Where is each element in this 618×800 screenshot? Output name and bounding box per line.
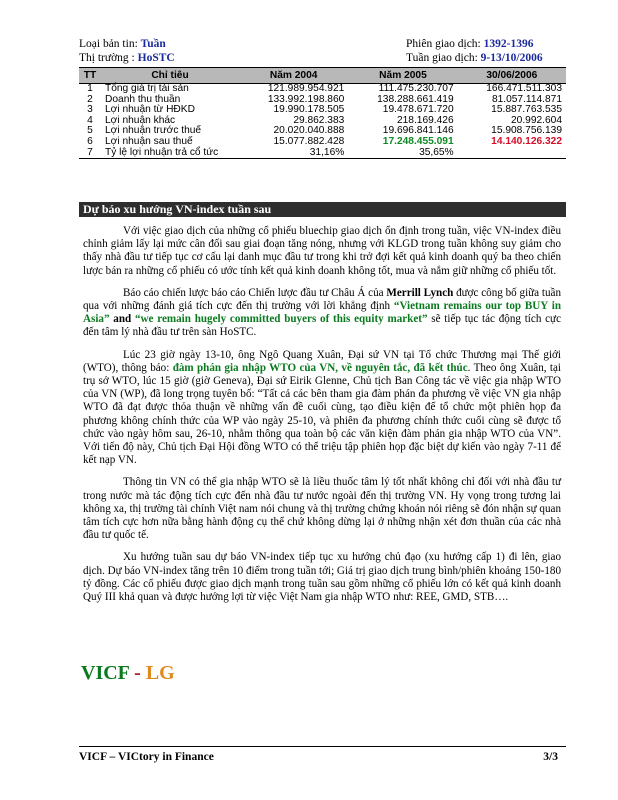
cell-2005-highlight: 17.248.455.091 <box>382 135 454 147</box>
report-type-value: Tuần <box>140 38 166 50</box>
cell-2006: 15.908.756.139 <box>491 125 562 137</box>
paragraph-5: Xu hướng tuần sau dự báo VN-index tiếp tục xu hướng chủ đạo (xu hướng cấp 1) đi lên, giao dịch. Dự báo VN-index tăng trên 10 điểm trong tuần tới; Giá trị giao dịch trung bình/phiên khoảng 150-180 tỷ đồng. Các cổ phiếu được giao dịch mạnh trong tuần sau gồm những cổ phiếu lớn có kết quả kinh doanh Quý III khả quan và được hưởng lợi từ việc Việt Nam gia nhập WTO như: REE, GMD, STB…. <box>83 551 561 604</box>
col-header-tt: TT <box>79 68 101 84</box>
cell-2004: 19.990.178.505 <box>273 104 345 116</box>
p2-merrill-lynch: Merrill Lynch <box>386 286 454 299</box>
cell-indicator: Tỷ lệ lợi nhuận trả cổ tức <box>101 148 239 159</box>
cell-tt: 2 <box>87 93 93 105</box>
table-row <box>79 84 566 95</box>
logo-dash: - <box>129 662 146 684</box>
col-header-2004: Năm 2004 <box>239 68 348 84</box>
cell-2006-highlight: 14.140.126.322 <box>491 135 562 147</box>
session-value: 1392-1396 <box>483 38 534 50</box>
cell-2004: 133.992.198.860 <box>267 93 345 105</box>
session-info <box>406 37 533 51</box>
cell-indicator: Doanh thu thuần <box>105 93 181 105</box>
cell-tt: 3 <box>87 104 93 116</box>
week-value: 9-13/10/2006 <box>480 52 543 64</box>
cell-2006: 166.471.511.303 <box>486 83 562 94</box>
cell-2005: 19.696.841.146 <box>382 125 454 137</box>
cell-2005: 35,65% <box>348 148 457 159</box>
cell-2005: 19.478.671.720 <box>382 104 454 116</box>
cell-tt: 6 <box>87 135 93 147</box>
week-label: Tuần giao dịch: <box>406 52 478 64</box>
p2-and: and <box>109 313 135 326</box>
page-number: 3/3 <box>543 751 558 763</box>
cell-2004: 20.020.040.888 <box>273 125 345 137</box>
market-label: Thị trường : <box>79 52 135 64</box>
market-value: HoSTC <box>137 52 175 64</box>
cell-2004: 29.862.383 <box>293 114 345 126</box>
cell-2006: 81.057.114.871 <box>491 93 562 105</box>
p2-text-g: sẽ tiếp tục tác động tích cực đến tâm lý nhà đầu tư trên sàn HoSTC. <box>83 313 561 339</box>
paragraph-3 <box>83 349 561 468</box>
financial-table <box>79 67 566 159</box>
cell-indicator: Lợi nhuận khác <box>105 114 176 126</box>
cell-2005: 111.475.230.707 <box>378 83 454 94</box>
header-line-2 <box>79 51 566 65</box>
header-line-1 <box>79 37 566 51</box>
cell-tt: 1 <box>87 83 93 94</box>
col-header-indicator: Chỉ tiêu <box>101 68 239 84</box>
p2-text-c: được công bố giữa tuần qua với những đánh giá tích cực đến thị trường với lời khẳng định <box>83 286 561 313</box>
cell-tt: 7 <box>79 148 101 159</box>
table-row <box>79 137 566 148</box>
cell-indicator: Lợi nhuận từ HĐKD <box>105 104 195 116</box>
p2-text-a: Báo cáo chiến lược báo cáo Chiến lược đầu tư Châu Á của <box>123 286 387 299</box>
table-row <box>79 148 566 159</box>
paragraph-2 <box>83 287 561 340</box>
logo-vicf: VICF <box>81 662 130 684</box>
logo-lg: LG <box>145 662 175 684</box>
paragraph-1: Với việc giao dịch của những cổ phiếu bluechip giao dịch ổn định trong tuần, việc VN-index điều chỉnh giảm lấy lại mức cân đối sau giai đoạn tăng nóng, nhưng với KLGD trong tuần không suy giảm cho thấy nhà đầu tư tiếp tục cơ cấu lại danh mục đầu tư trong khi trở đợi kết quả kinh doanh quý ba theo chiến lược bán ra những cổ phiếu có ước tính kết quả kinh doanh không tốt, mua và nắm giữ những cổ phiếu tốt. <box>83 225 561 277</box>
cell-2004: 31,16% <box>239 148 348 159</box>
cell-2006 <box>458 148 566 159</box>
section-title: Dự báo xu hướng VN-index tuần sau <box>79 202 566 217</box>
report-type-label: Loại bản tin: <box>79 38 138 50</box>
cell-2004: 121.989.954.921 <box>267 83 345 94</box>
cell-2005: 138.288.661.419 <box>377 93 454 105</box>
p3-text-c: . Theo ông Xuân, tại trụ sở WTO, lúc 15 giờ (giờ Geneva), Đại sứ Eirik Glenne, Chủ tịch Ban Công tác về việc gia nhập WTO của VN (WP), đã long trọng tuyên bố: “Tất cả các bên tham gia đàm phán đa phương về việc VN gia nhập WTO đã đạt được thỏa thuận về những vấn đề cuối cùng, tạo điều kiện để tổ chức một phiên họp đa phương không chính thức của WP vào ngày 25-10, và phiên đa phương chính thức cuối cùng sẽ được tổ chức vào ngày hôm sau, 26-10, nhằm thông qua toàn bộ các văn kiện đàm phán gia nhập WTO của VN”. Với tiến độ này, Chủ tịch Đại Hội đồng WTO có thể triệu tập phiên họp đặc biệt dự kiến vào ngày 7-11 để kết nạp VN. <box>83 361 561 467</box>
cell-2006: 20.992.604 <box>511 114 562 126</box>
footer-divider <box>79 746 566 747</box>
article-body <box>83 225 561 613</box>
footer <box>79 751 566 763</box>
cell-indicator: Lợi nhuận trước thuế <box>105 125 202 137</box>
p3-text-a: Lúc 23 giờ ngày 13-10, ông Ngô Quang Xuân, Đại sứ VN tại Tổ chức Thương mại Thế giới (WTO), thông báo: <box>83 348 561 374</box>
vicf-logo <box>81 662 175 685</box>
cell-tt: 5 <box>87 125 93 137</box>
p2-quote-1: “Vietnam remains our top BUY in Asia” <box>83 300 561 326</box>
week-info <box>406 51 543 65</box>
cell-2005: 218.169.426 <box>396 114 454 126</box>
p3-highlight: đàm phán gia nhập WTO của VN, về nguyên tắc, đã kết thúc <box>172 361 468 374</box>
footer-text: VICF – VICtory in Finance <box>79 751 214 763</box>
session-label: Phiên giao dịch: <box>406 38 481 50</box>
cell-2006: 15.887.763.535 <box>491 104 562 116</box>
cell-indicator: Tổng giá trị tài sản <box>105 83 189 94</box>
p2-quote-2: “we remain hugely committed buyers of this equity market” <box>134 313 428 326</box>
table-header-row <box>79 68 566 84</box>
col-header-2005: Năm 2005 <box>348 68 457 84</box>
col-header-2006: 30/06/2006 <box>458 68 566 84</box>
cell-2004: 15.077.882.428 <box>273 135 345 147</box>
cell-tt: 4 <box>87 114 93 126</box>
cell-indicator: Lợi nhuận sau thuế <box>105 135 193 147</box>
paragraph-4: Thông tin VN có thể gia nhập WTO sẽ là liều thuốc tâm lý tốt nhất không chỉ đối với nhà đầu tư trong nước mà tác động tích cực đến nhà đầu tư nước ngoài đến thị trường VN. Hy vọng trong tương lai không xa, thị trường tài chính Việt nam nói chung và thị trường chứng khoán nói riêng sẽ đón nhận sự quan tâm tích cực hơn nữa bằng hành động cụ thể chứ không dừng lại ở những nhận xét đơn thuần của các nhà đầu tư quốc tế. <box>83 476 561 542</box>
